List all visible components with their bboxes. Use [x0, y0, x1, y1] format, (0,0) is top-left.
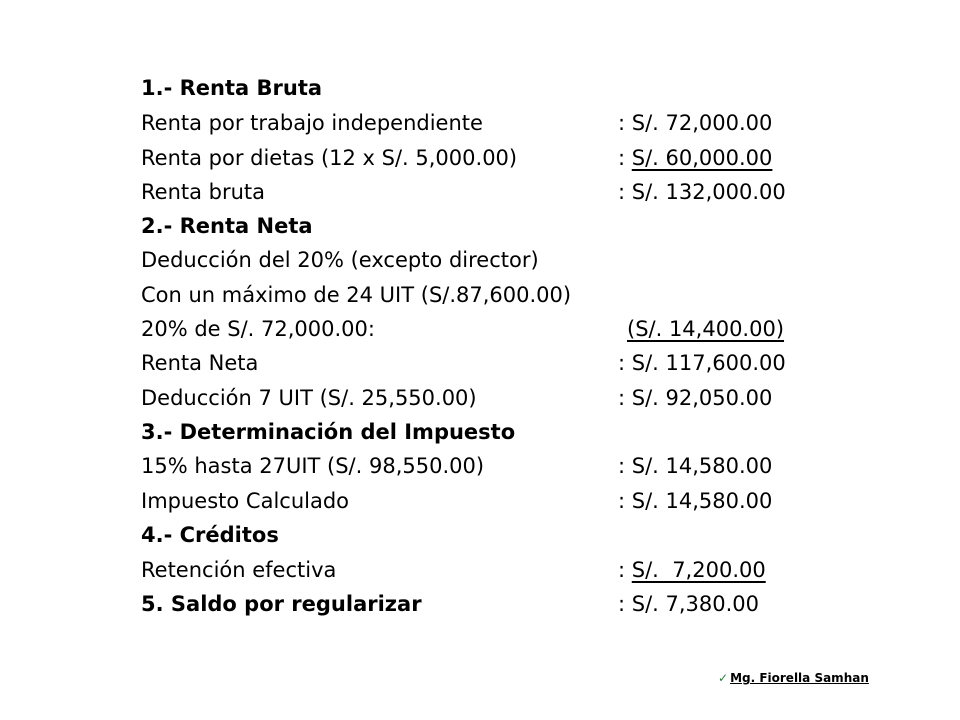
- renta-bruta-value: : S/. 132,000.00: [618, 180, 786, 204]
- renta-neta-value: : S/. 117,600.00: [618, 351, 786, 375]
- renta-dietas-value-prefix: :: [618, 146, 632, 170]
- renta-dietas-value-group: [618, 141, 772, 175]
- retencion-row: [141, 553, 861, 587]
- section-4-title-row: [141, 518, 861, 552]
- retencion-value-prefix: :: [618, 558, 632, 582]
- maximo-uit-label: Con un máximo de 24 UIT (S/.87,600.00): [141, 283, 572, 307]
- section-1-title-row: [141, 71, 861, 105]
- renta-dietas-value: S/. 60,000.00: [631, 146, 773, 170]
- author-name: Mg. Fiorella Samhan: [730, 671, 869, 685]
- maximo-uit-row: [141, 278, 861, 312]
- footer-author: [718, 668, 869, 688]
- deduccion-7uit-value: : S/. 92,050.00: [618, 386, 773, 410]
- renta-trabajo-row: [141, 106, 861, 140]
- renta-neta-row: [141, 346, 861, 380]
- section-2-title-row: [141, 209, 861, 243]
- renta-bruta-label: Renta bruta: [141, 180, 266, 204]
- renta-trabajo-value: : S/. 72,000.00: [618, 111, 773, 135]
- section-2-title: 2.- Renta Neta: [141, 214, 313, 238]
- deduccion-7uit-label: Deducción 7 UIT (S/. 25,550.00): [141, 386, 477, 410]
- saldo-value: : S/. 7,380.00: [618, 592, 760, 616]
- impuesto-calculado-row: [141, 484, 861, 518]
- renta-dietas-label: Renta por dietas (12 x S/. 5,000.00): [141, 146, 518, 170]
- saldo-label: 5. Saldo por regularizar: [141, 592, 422, 616]
- renta-bruta-row: [141, 175, 861, 209]
- impuesto-calculado-label: Impuesto Calculado: [141, 489, 350, 513]
- impuesto-calculado-value: : S/. 14,580.00: [618, 489, 773, 513]
- section-3-title: 3.- Determinación del Impuesto: [141, 420, 516, 444]
- retencion-label: Retención efectiva: [141, 558, 337, 582]
- retencion-value-group: [618, 553, 766, 587]
- renta-dietas-row: [141, 141, 861, 175]
- section-1-title: 1.- Renta Bruta: [141, 76, 323, 100]
- section-3-title-row: [141, 415, 861, 449]
- deduccion-20-row: [141, 243, 861, 277]
- deduccion-7uit-row: [141, 381, 861, 415]
- checkmark-icon: ✓: [718, 671, 729, 685]
- pct20-value: (S/. 14,400.00): [627, 317, 785, 341]
- pct15-value: : S/. 14,580.00: [618, 454, 773, 478]
- saldo-row: [141, 587, 861, 621]
- pct15-row: [141, 449, 861, 483]
- renta-trabajo-label: Renta por trabajo independiente: [141, 111, 483, 135]
- deduccion-20-label: Deducción del 20% (excepto director): [141, 248, 539, 272]
- pct20-row: [141, 312, 861, 346]
- renta-neta-label: Renta Neta: [141, 351, 259, 375]
- pct20-label: 20% de S/. 72,000.00:: [141, 317, 375, 341]
- pct15-label: 15% hasta 27UIT (S/. 98,550.00): [141, 454, 485, 478]
- retencion-value: S/. 7,200.00: [631, 558, 766, 582]
- section-4-title: 4.- Créditos: [141, 523, 279, 547]
